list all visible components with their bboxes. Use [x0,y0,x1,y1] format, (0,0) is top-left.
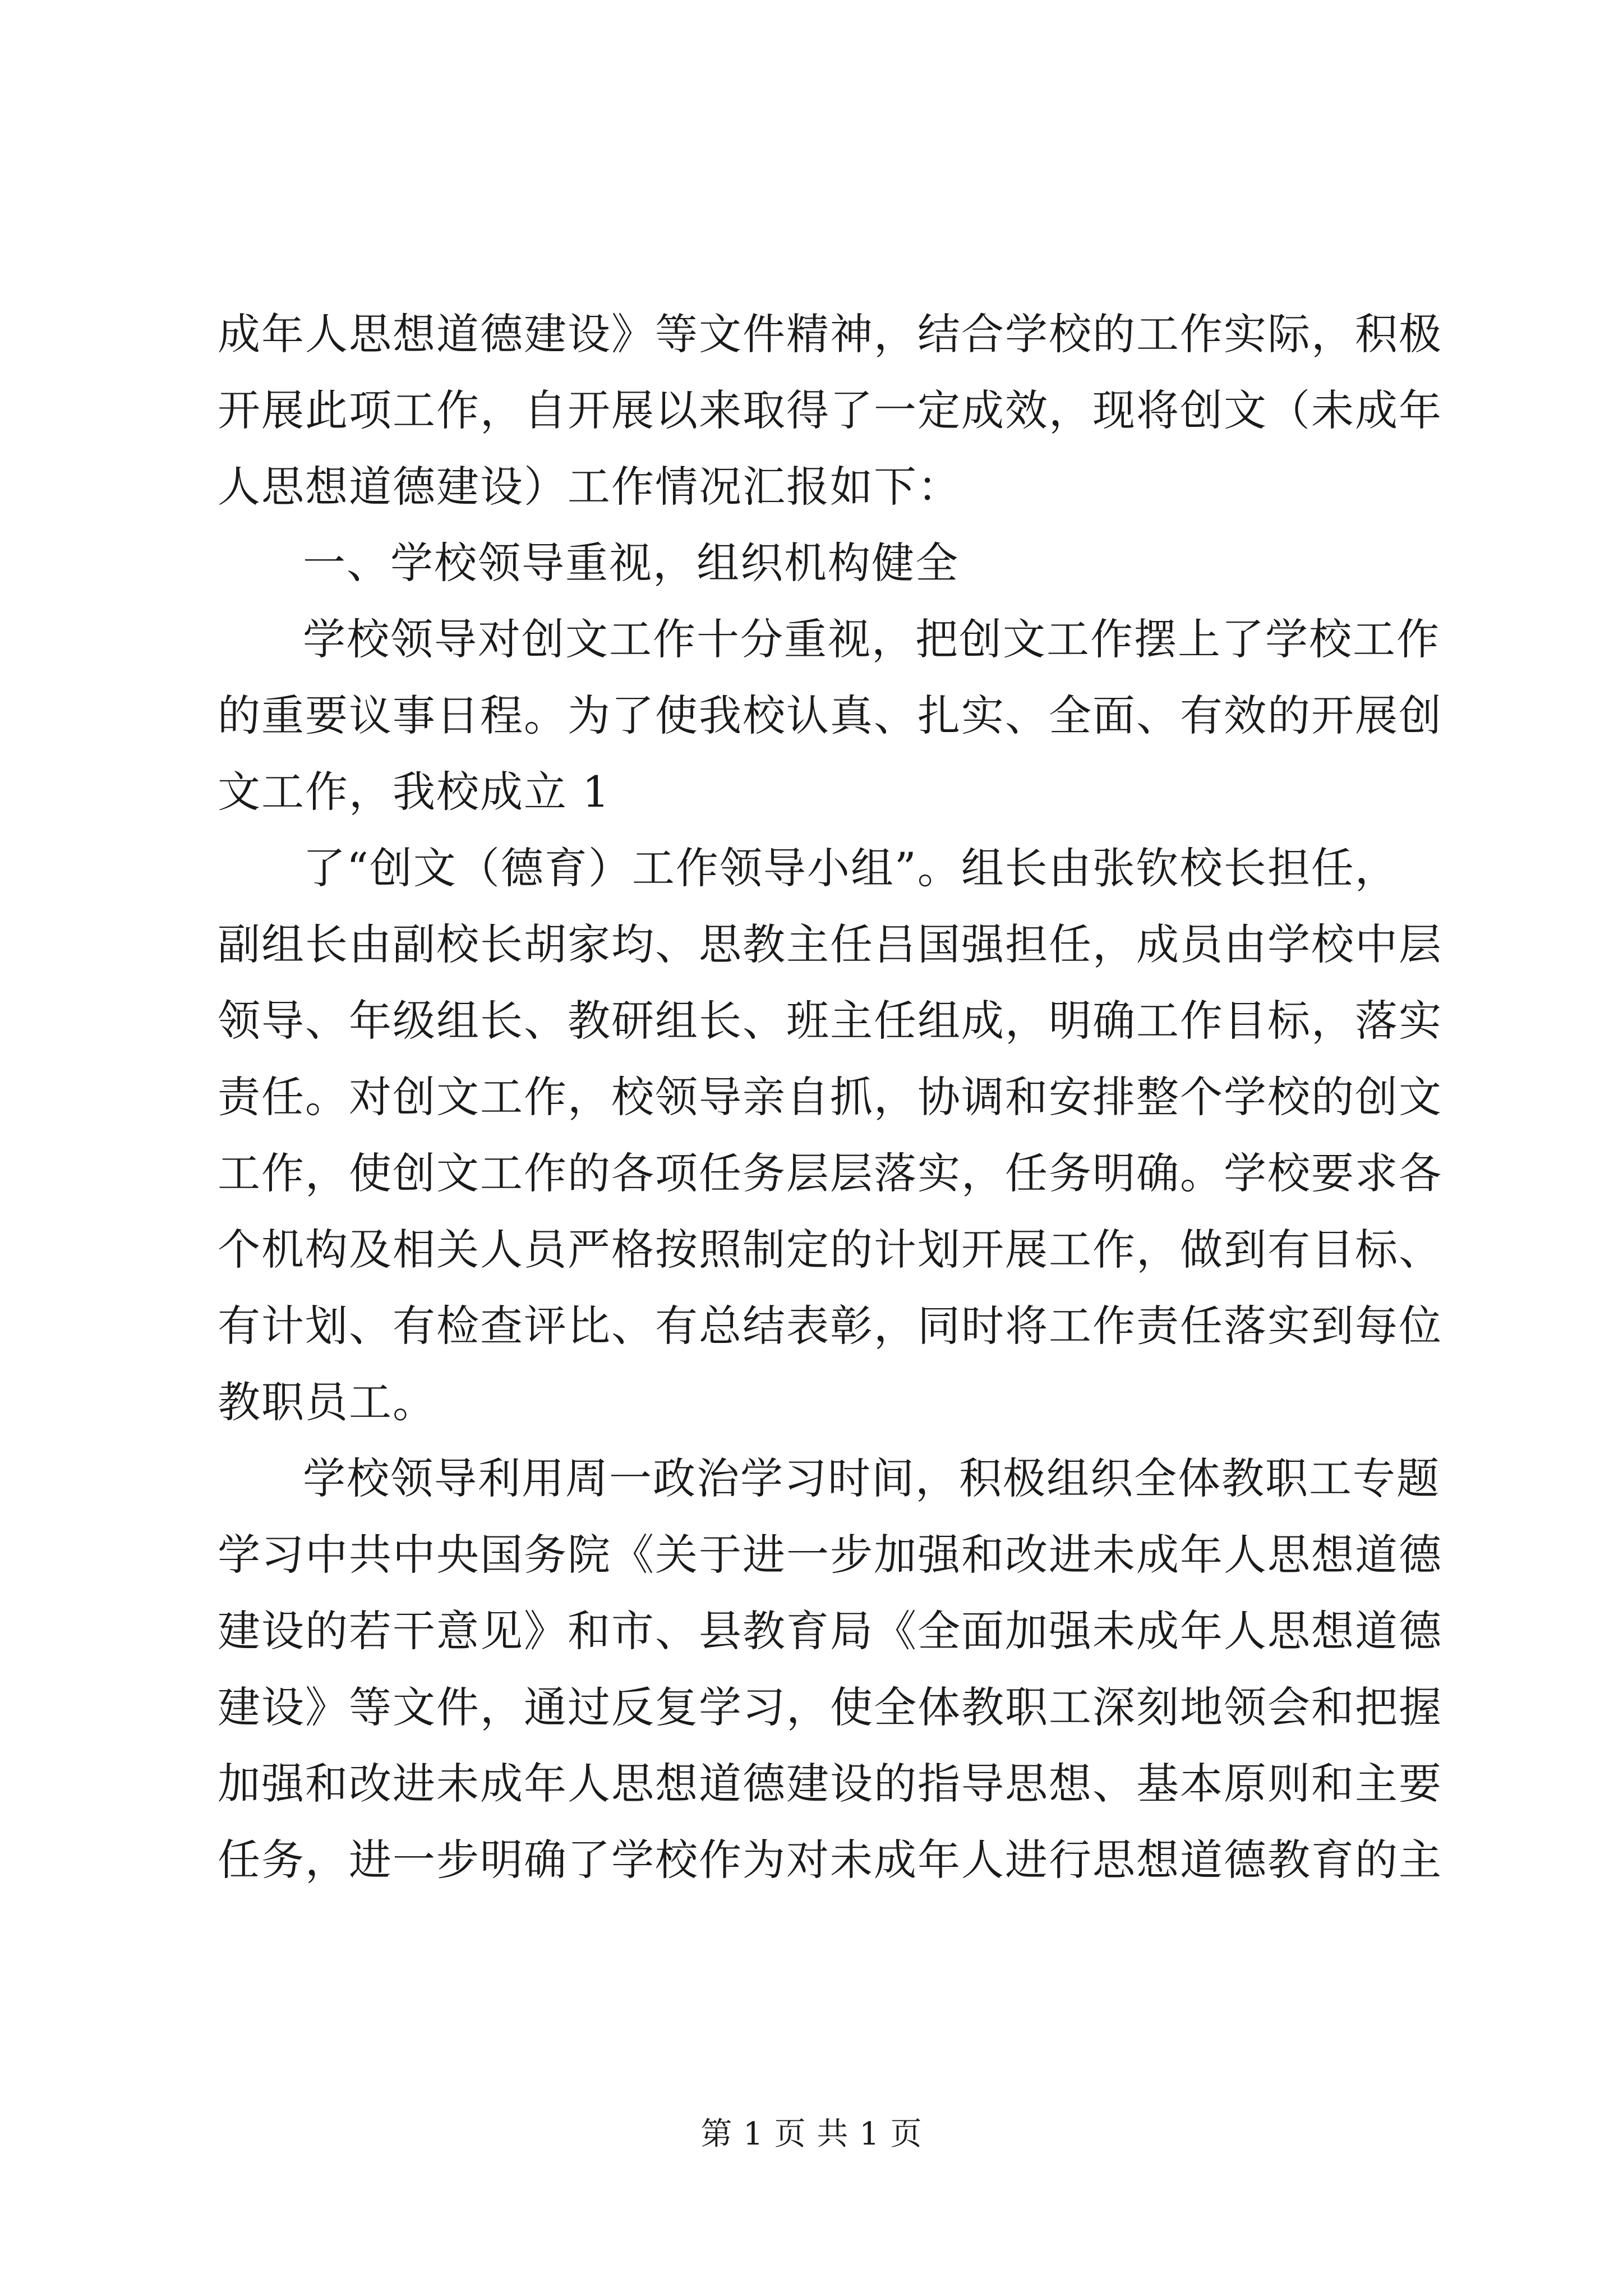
text-line: 建设》等文件，通过反复学习，使全体教职工深刻地领会和把握 [218,1682,1442,1732]
paragraph-start-line: 学校领导对创文工作十分重视，把创文工作摆上了学校工作 [303,614,1440,664]
text-line: 建设的若干意见》和市、县教育局《全面加强未成年人思想道德 [218,1606,1442,1656]
text-line: 领导、年级组长、教研组长、班主任组成，明确工作目标，落实 [218,996,1442,1046]
text-line: 人思想道德建设）工作情况汇报如下： [218,462,961,512]
text-line: 加强和改进未成年人思想道德建设的指导思想、基本原则和主要 [218,1759,1442,1809]
page-number-footer: 第 1 页 共 1 页 [700,2116,923,2152]
paragraph-start-line: 了“创文（德育）工作领导小组”。组长由张钦校长担任， [303,843,1399,893]
text-line: 副组长由副校长胡家均、思教主任吕国强担任，成员由学校中层 [218,919,1442,969]
section-heading: 一、学校领导重视，组织机构健全 [303,538,959,588]
text-line: 工作，使创文工作的各项任务层层落实，任务明确。学校要求各 [218,1148,1442,1198]
document-body [218,296,1442,1898]
text-line: 学习中共中央国务院《关于进一步加强和改进未成年人思想道德 [218,1530,1442,1580]
text-line: 开展此项工作，自开展以来取得了一定成效，现将创文（未成年 [218,385,1442,435]
text-line: 教职员工。 [218,1377,436,1427]
text-line: 成年人思想道德建设》等文件精神，结合学校的工作实际，积极 [218,309,1442,359]
text-line: 的重要议事日程。为了使我校认真、扎实、全面、有效的开展创 [218,691,1442,740]
text-line: 个机构及相关人员严格按照制定的计划开展工作，做到有目标、 [218,1225,1442,1274]
text-line: 文工作，我校成立 1 [218,767,611,817]
text-line: 任务，进一步明确了学校作为对未成年人进行思想道德教育的主 [218,1835,1442,1885]
text-line: 有计划、有检查评比、有总结表彰，同时将工作责任落实到每位 [218,1301,1442,1351]
text-line: 责任。对创文工作，校领导亲自抓，协调和安排整个学校的创文 [218,1072,1442,1122]
paragraph-start-line: 学校领导利用周一政治学习时间，积极组织全体教职工专题 [303,1453,1440,1503]
